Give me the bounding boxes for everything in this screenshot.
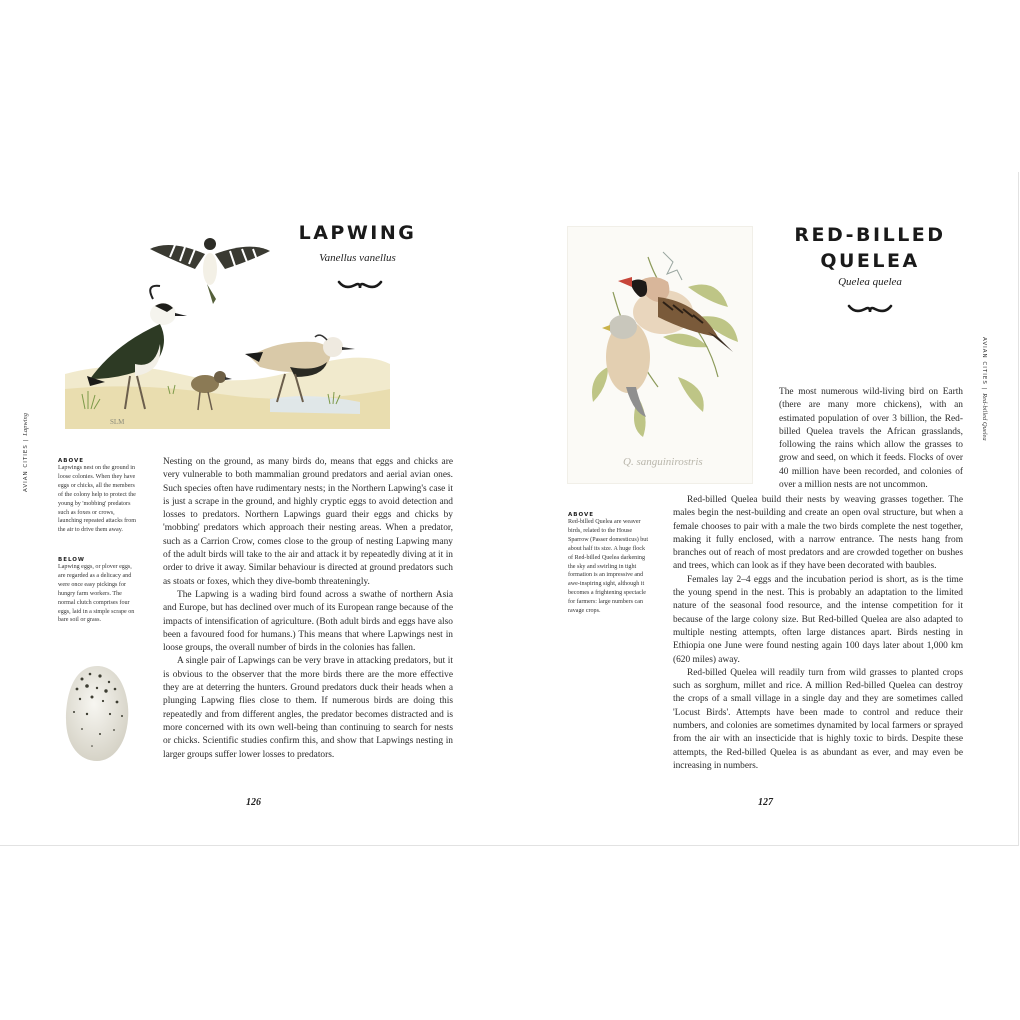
paragraph: The most numerous wild-living bird on Earth (there are many more chickens), with an estimated population of over 3 billion, the Red-billed Quelea travels the African grasslands, following the rains which allow the grasses to grow and seed, on which it feeds. Flocks of over 40 million have been recorded, and colonies of over a million nests are not uncommon.	[779, 387, 963, 491]
paragraph: The Lapwing is a wading bird found across a swathe of northern Asia and Europe, but has declined over much of its European range because of the impacts of intensification of agriculture. (Both adult birds and eggs have also been a favoured food for humans.) This means that where Lapwings nest in loose groups, the overall number of birds in the colonies has fallen.	[163, 589, 453, 654]
article-body-lapwing	[163, 456, 453, 762]
caption-above-lapwing: ABOVE Lapwings nest on the ground in loose colonies. When they have eggs or chicks, all the members of the colony help to protect the young by 'mobbing' predators such as foxes or crows, launching repeated attacks from the air to drive them away.	[58, 458, 136, 534]
article-body-quelea-intro	[779, 386, 963, 492]
illustration-signature: SLM	[110, 418, 125, 426]
article-body-quelea	[673, 494, 963, 773]
lapwing-egg-illustration	[62, 664, 132, 764]
quelea-illustration	[568, 227, 752, 483]
running-head-right: AVIAN CITIES | Red-billed Quelea	[981, 337, 988, 441]
page-number-right: 127	[758, 797, 773, 808]
book-spread	[0, 172, 1019, 846]
running-head-left: AVIAN CITIES | Lapwing	[22, 413, 29, 492]
flourish-ornament-icon	[847, 302, 893, 316]
species-title-quelea: RED-BILLED QUELEA	[794, 224, 946, 272]
paragraph: Red-billed Quelea will readily turn from wild grasses to planted crops such as sorghum, millet and rice. A million Red-billed Quelea can destroy the crops of a small village in a single day and they are sometimes called 'Locust Birds'. Attempts have been made to control and reduce their numbers, and colonies are sometimes dynamited by local farmers or sprayed from the air with an insecticide that is highly toxic to birds. Despite these attempts, the Red-billed Quelea is as abundant as ever, and may even be increasing in numbers.	[673, 667, 963, 771]
page-number-left: 126	[246, 797, 261, 808]
paragraph: A single pair of Lapwings can be very brave in attacking predators, but it is obvious to the observer that the more birds there are the more effective they are at deterring the hunters. Ground predators duck their heads when a plunging Lapwing flies close to them. If numerous birds are doing this repeatedly and from different angles, the predator becomes distracted and is more concerned with its own well-being than continuing to search for nests or chicks. Scientific studies confirm this, and show that Lapwings nesting in larger groups suffer lower losses to predators.	[163, 656, 453, 760]
scientific-name-quelea: Quelea quelea	[838, 276, 902, 288]
paragraph: Nesting on the ground, as many birds do, means that eggs and chicks are very vulnerable to both mammalian ground predators and aerial avian ones. Such species often have rudimentary nests; in the Northern Lapwing's case it is just a scrape in the ground, and highly cryptic eggs to avoid detection and losses to predators. Northern Lapwings guard their eggs and chicks by 'mobbing' predators which approach their nesting areas. When a predator, such as a Carrion Crow, comes close to the group of nesting Lapwing many of the adult birds will take to the air and attack it by repeatedly diving at it in order to drive it away. Similar behaviour is directed at ground predators such as stoats or foxes, which they dive-bomb threateningly.	[163, 457, 453, 587]
paragraph: Females lay 2–4 eggs and the incubation period is short, as is the time the young spend in the nest. This is probably an adaptation to the limited nature of the seasonal food resource, and the intense competition for it because of the large colony size. But Red-billed Quelea are also adapted to multiple nesting attempts, often large distances apart. Birds nesting in Ethiopia one June were found nesting again 100 days later about 1,000 km (620 miles) away.	[673, 574, 963, 665]
caption-below-lapwing: BELOW Lapwing eggs, or plover eggs, are regarded as a delicacy and were once easy pickings for hungry farm workers. The normal clutch comprises four eggs, laid in a simple scrape on bare soil or grass.	[58, 557, 135, 624]
plate-inscription: Q. sanguinirostris	[623, 456, 703, 468]
paragraph: Red-billed Quelea build their nests by weaving grasses together. The males begin the nest-building and create an open oval structure, but when a female chooses to pair with a male the two birds complete the nest together, making it fully enclosed, with a narrow entrance. The nests hang from branches out of reach of most predators and are crowded together on bushes and trees, which can look as if they have been decorated with baubles.	[673, 495, 963, 572]
caption-above-quelea: ABOVE Red-billed Quelea are weaver birds, related to the House Sparrow (Passer domesticus) but about half its size. A huge flock of Red-billed Quelea darkening the sky and swirling in tight formation is an impressive and awe-inspiring sight, although it becomes a frightening spectacle for farmers: large numbers can ravage crops.	[568, 512, 649, 615]
species-title-lapwing: LAPWING	[298, 222, 417, 244]
flourish-ornament-icon	[337, 278, 383, 292]
scientific-name-lapwing: Vanellus vanellus	[319, 252, 396, 264]
